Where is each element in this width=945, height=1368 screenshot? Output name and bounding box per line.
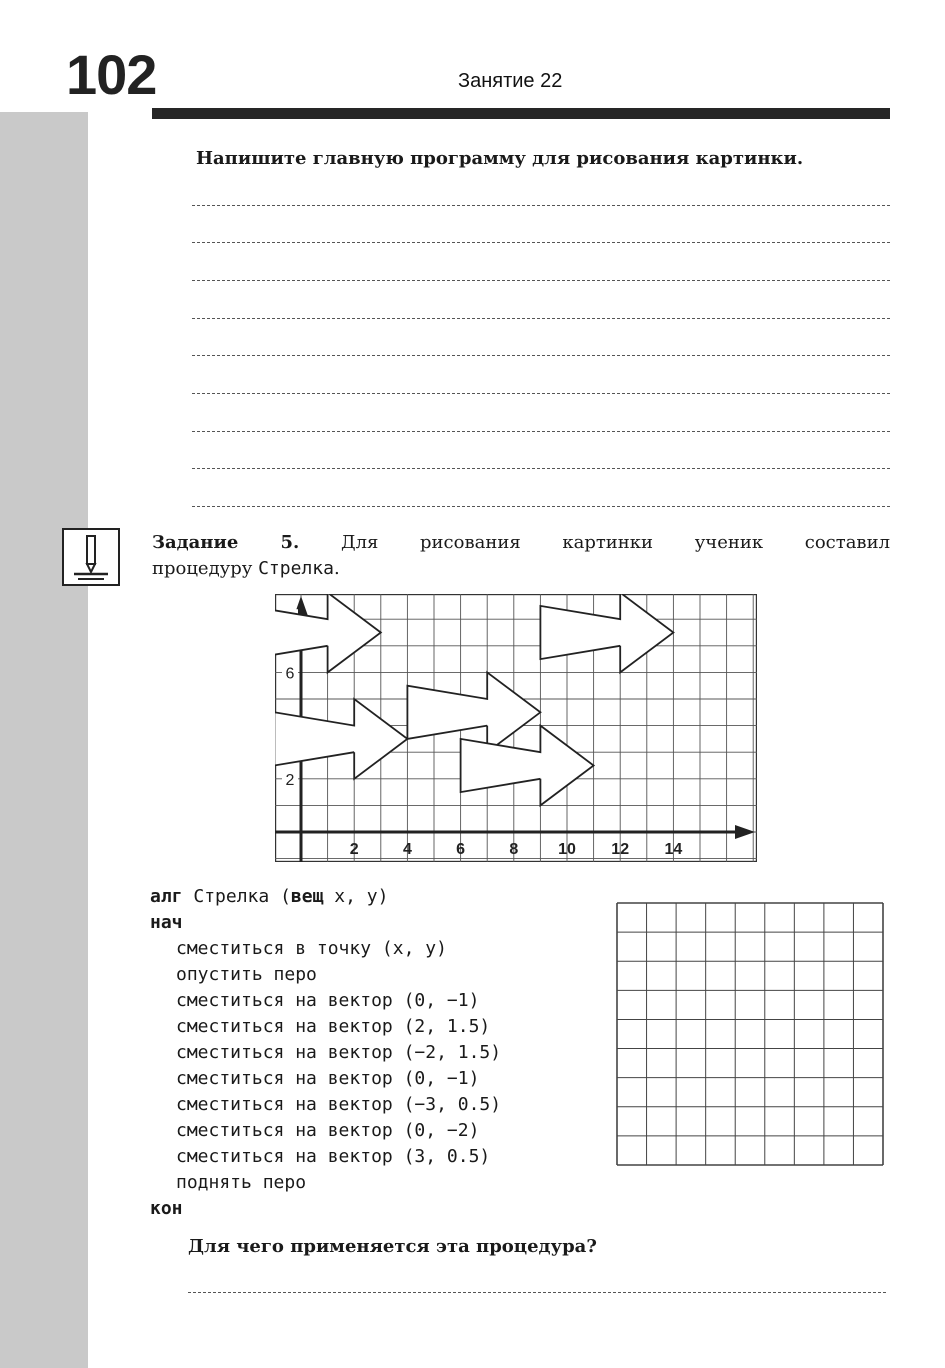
task-description: Для рисования картинки ученик составил <box>340 532 891 553</box>
procedure-name: Стрелка <box>258 558 334 579</box>
x-tick-label: 12 <box>611 841 630 858</box>
answer-line[interactable] <box>192 506 890 507</box>
code-line: поднять перо <box>176 1172 307 1193</box>
code-line: сместиться на вектор (0, −1) <box>176 1068 480 1089</box>
code-keyword-real: вещ <box>290 886 324 907</box>
answer-line[interactable] <box>192 355 890 356</box>
empty-drawing-grid[interactable] <box>616 902 884 1166</box>
x-axis-arrowhead <box>735 825 755 839</box>
code-line: сместиться на вектор (3, 0.5) <box>176 1146 491 1167</box>
code-proc-name: Стрелка <box>193 886 270 907</box>
code-line: сместиться на вектор (2, 1.5) <box>176 1016 491 1037</box>
arrow-shape <box>540 594 673 672</box>
x-tick-label: 2 <box>349 841 359 858</box>
question-text: Для чего применяется эта процедура? <box>188 1236 597 1257</box>
task-text-continued <box>152 556 340 582</box>
x-tick-label: 10 <box>558 841 576 858</box>
answer-line[interactable] <box>192 280 890 281</box>
code-keyword-alg: алг <box>150 886 183 907</box>
task-label: Задание 5. <box>152 532 300 553</box>
answer-line[interactable] <box>192 431 890 432</box>
x-tick-label: 6 <box>456 841 466 858</box>
answer-line[interactable] <box>192 468 890 469</box>
y-tick-label: 6 <box>285 665 295 683</box>
code-line: опустить перо <box>176 964 317 985</box>
x-tick-label: 8 <box>509 841 519 858</box>
pencil-task-icon <box>62 528 120 586</box>
answer-line[interactable] <box>192 242 890 243</box>
code-line: сместиться на вектор (0, −2) <box>176 1120 480 1141</box>
answer-line[interactable] <box>192 393 890 394</box>
code-header-line <box>150 884 501 910</box>
y-tick-label: 2 <box>285 771 295 789</box>
code-line: сместиться на вектор (−3, 0.5) <box>176 1094 502 1115</box>
code-begin: нач <box>150 912 183 933</box>
header-rule <box>152 108 890 119</box>
answer-line[interactable] <box>192 205 890 206</box>
arrow-grid-chart <box>275 594 757 862</box>
page-number: 102 <box>66 43 157 106</box>
task-text <box>152 530 890 556</box>
procedure-code <box>150 884 501 1222</box>
task-text-suffix: . <box>333 558 340 579</box>
x-tick-label: 14 <box>664 841 683 858</box>
lesson-title: Занятие 22 <box>458 70 563 92</box>
task-text-prefix: процедуру <box>152 558 259 579</box>
answer-line[interactable] <box>188 1292 886 1293</box>
code-line: сместиться на вектор (0, −1) <box>176 990 480 1011</box>
x-tick-label: 4 <box>402 841 412 858</box>
section-prompt: Напишите главную программу для рисования картинки. <box>196 148 804 169</box>
page-sidebar <box>0 112 88 1368</box>
code-paren: ( <box>280 886 291 907</box>
code-line: сместиться на вектор (−2, 1.5) <box>176 1042 502 1063</box>
arrow-shape <box>461 726 594 806</box>
code-line: сместиться в точку (x, y) <box>176 938 447 959</box>
code-end: кон <box>150 1198 183 1219</box>
code-params: x, y) <box>334 886 389 907</box>
arrow-shape <box>275 594 381 672</box>
answer-line[interactable] <box>192 318 890 319</box>
arrow-shape <box>275 699 407 779</box>
